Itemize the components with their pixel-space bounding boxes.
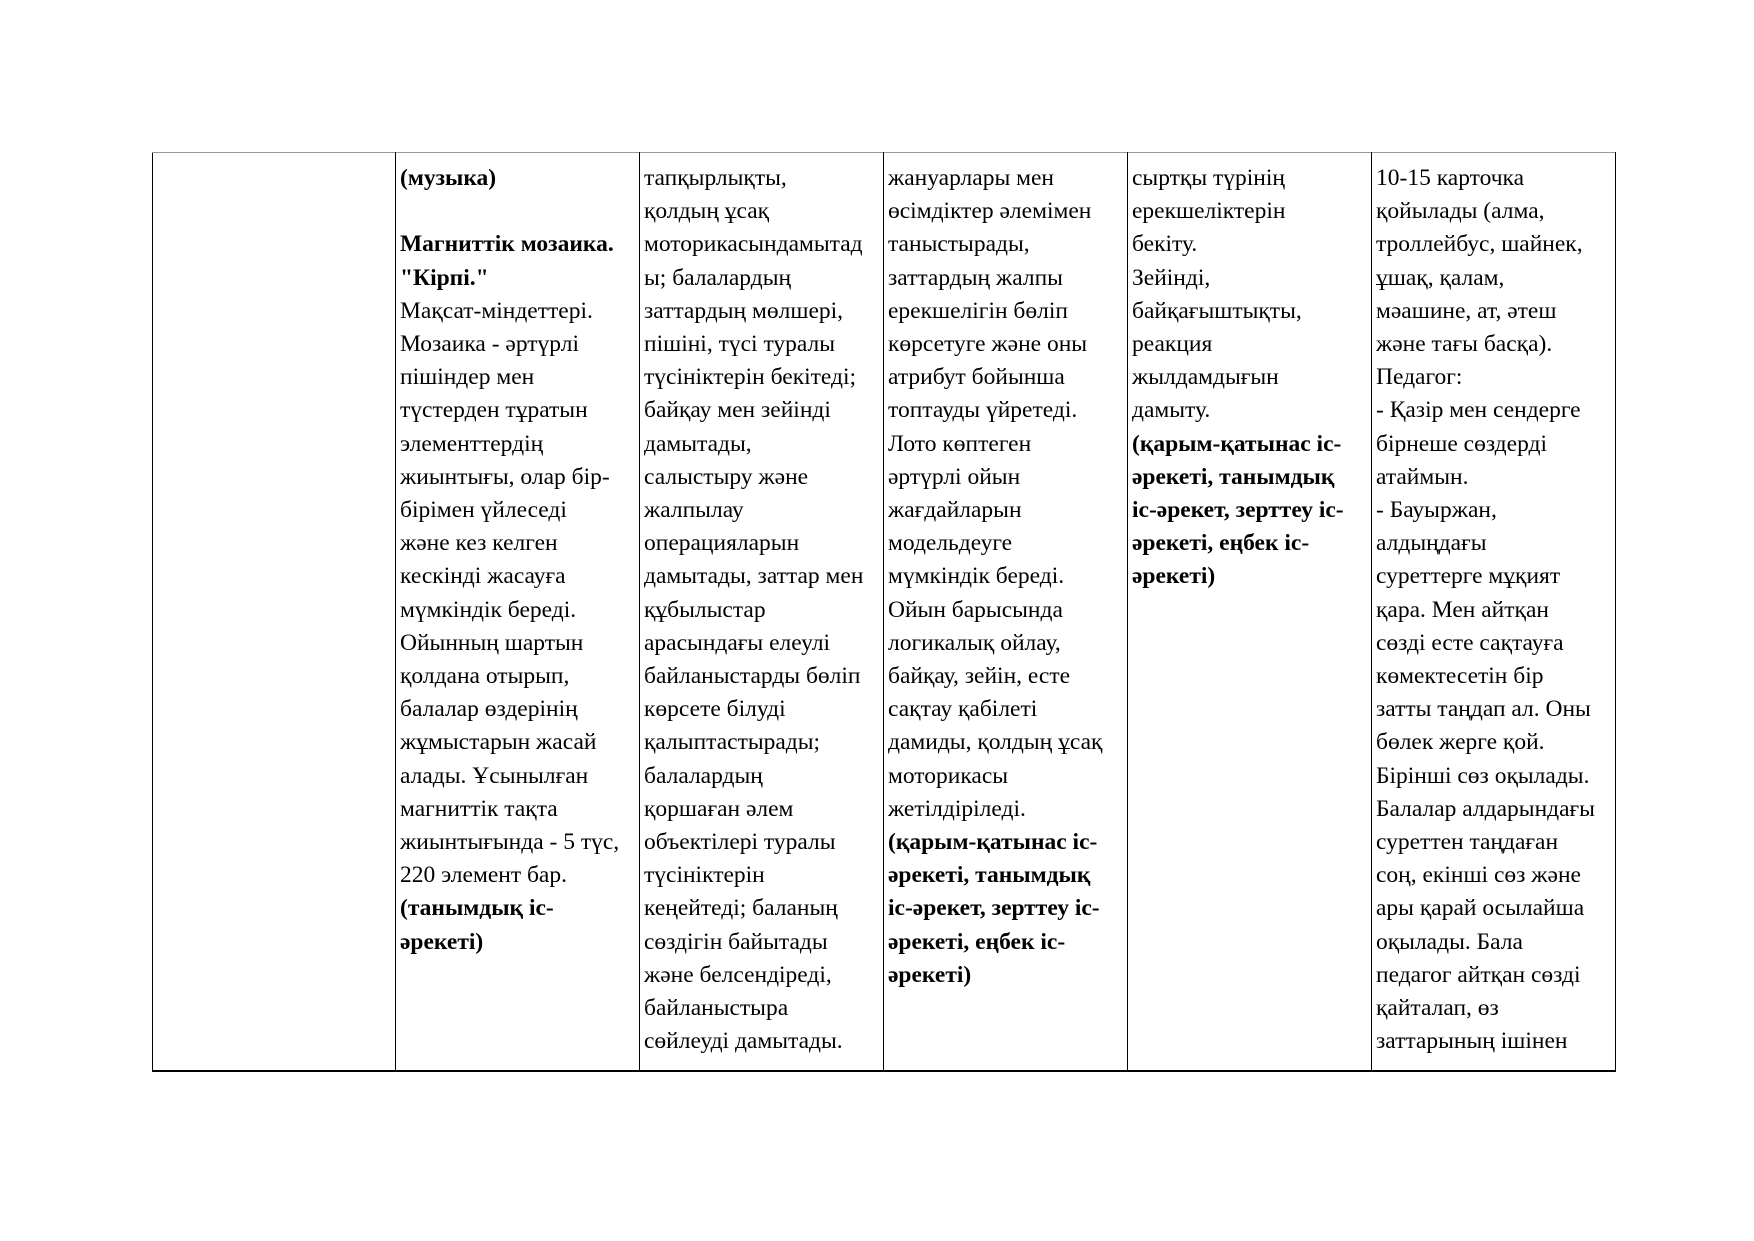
- table-cell-lotto-description: [884, 153, 1128, 1072]
- text-run: тапқырлықты, қолдың ұсақ моторикасындамытад ы; балалардың заттардың мөлшері, пішіні, түсі туралы түсініктерін бекітеді; байқау мен зейінді дамытады, салыстыру және жалпылау операцияларын дамытады, заттар мен құбылыстар арасындағы елеулі байланыстарды бөліп көрсете білуді қалыптастырады; балалардың қоршаған әлем объектілері туралы түсініктерін кеңейтеді; баланың сөздігін байытады және белсендіреді, байланыстыра сөйлеуді дамытады.: [644, 165, 864, 1055]
- table-cell-game-description: [396, 153, 640, 1072]
- table-cell-game-procedure: [1372, 153, 1616, 1072]
- table-cell-empty: [153, 153, 396, 1072]
- table-cell-attention-goals: [1128, 153, 1372, 1072]
- text-run: Мақсат-міндеттері. Мозаика - әртүрлі пішіндер мен түстерден тұратын элементтердің жиынтығы, олар бір- бірімен үйлеседі және кез келген кескінді жасауға мүмкіндік береді. Ойынның шартын қолдана отырып, балалар өздерінің жұмыстарын жасай алады. Ұсынылған магниттік тақта жиынтығында - 5 түс, 220 элемент бар.: [400, 297, 620, 889]
- bold-text-run: (музыка): [400, 165, 497, 191]
- table-row: [153, 153, 1616, 1072]
- bold-text-run: Магниттік мозаика. "Кірпі.": [400, 231, 614, 291]
- bold-text-run: (қарым-қатынас іс- әрекеті, танымдық іс-әрекет, зерттеу іс- әрекеті, еңбек іс- әрекеті): [1132, 430, 1344, 590]
- text-run: жануарлары мен өсімдіктер әлемімен таныстырады, заттардың жалпы ерекшелігін бөліп көрсетуге және оны атрибут бойынша топтауды үйретеді. Лото көптеген әртүрлі ойын жағдайларын модельдеуге мүмкіндік береді. Ойын барысында логикалық ойлау, байқау, зейін, есте сақтау қабілеті дамиды, қолдың ұсақ моторикасы жетілдіріледі.: [888, 165, 1103, 822]
- table-cell-goals: [640, 153, 884, 1072]
- document-table: [152, 152, 1616, 1072]
- text-run: сыртқы түрінің ерекшеліктерін бекіту. Зейінді, байқағыштықты, реакция жылдамдығын дамыту.: [1132, 165, 1302, 424]
- bold-text-run: (қарым-қатынас іс- әрекеті, танымдық іс-әрекет, зерттеу іс- әрекеті, еңбек іс- әрекеті): [888, 829, 1100, 988]
- bold-text-run: (танымдық іс- әрекеті): [400, 895, 554, 955]
- text-run: 10-15 карточка қойылады (алма, троллейбус, шайнек, ұшақ, қалам, мәашине, ат, әтеш және тағы басқа). Педагог: - Қазір мен сендерге бірнеше сөздерді атаймын. - Бауыржан, алдыңдағы суреттерге мұқият қара. Мен айтқан сөзді есте сақтауға көмектесетін бір затты таңдап ал. Оны бөлек жерге қой. Бірінші сөз оқылады. Балалар алдарындағы суреттен таңдаған соң, екінші сөз және ары қарай осылайша оқылады. Бала педагог айтқан сөзді қайталап, өз заттарының ішінен: [1376, 165, 1595, 1055]
